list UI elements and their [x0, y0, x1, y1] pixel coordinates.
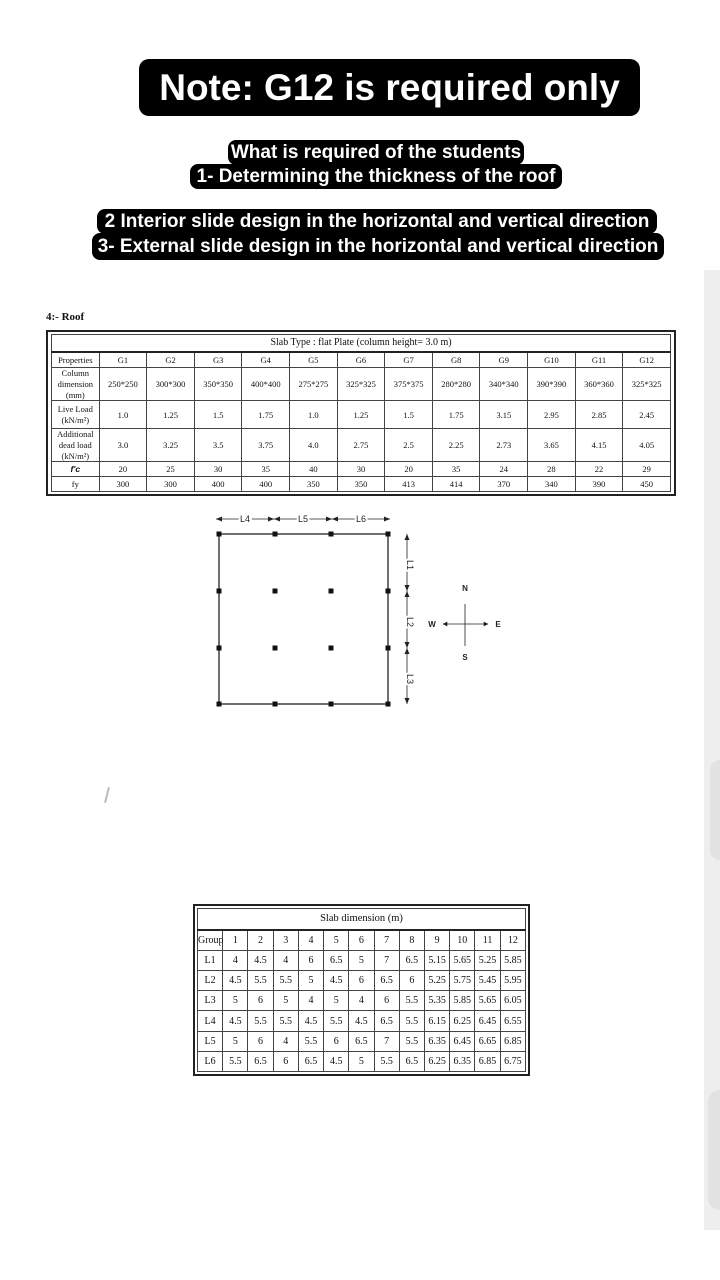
table-cell: 325*325 [337, 368, 385, 401]
table-cell: 6.15 [424, 1011, 449, 1031]
table-cell: 5.5 [399, 1011, 424, 1031]
table-cell: 1.0 [290, 401, 338, 429]
row-label: L3 [198, 991, 223, 1011]
table-cell: 1.75 [432, 401, 480, 429]
table-header-row [198, 930, 526, 951]
table-cell: 350 [337, 477, 385, 492]
group-header-cell: G5 [290, 352, 338, 367]
table-cell: 1.5 [194, 401, 242, 429]
group-header-cell: 7 [374, 930, 399, 951]
row-label: Group [198, 930, 223, 951]
table-cell: 5.5 [273, 971, 298, 991]
group-header-cell: 10 [450, 930, 475, 951]
column-marker [386, 532, 391, 537]
column-marker [273, 532, 278, 537]
table-row [198, 991, 526, 1011]
table-cell: 5.5 [399, 1031, 424, 1051]
table-cell: 25 [147, 462, 195, 477]
compass-south-label: S [462, 653, 468, 662]
table-cell: 5.5 [298, 1031, 323, 1051]
table-cell: 4.5 [349, 1011, 374, 1031]
column-marker [273, 702, 278, 707]
note-banner: Note: G12 is required only [139, 59, 640, 116]
column-marker [273, 589, 278, 594]
group-header-cell: 4 [298, 930, 323, 951]
table-cell: 370 [480, 477, 528, 492]
table-cell: 6.35 [450, 1051, 475, 1071]
compass-west-label: W [428, 620, 436, 629]
column-marker [329, 532, 334, 537]
table-cell: 400 [242, 477, 290, 492]
group-header-cell: G8 [432, 352, 480, 367]
table-cell: 6 [298, 951, 323, 971]
table-cell: 6 [273, 1051, 298, 1071]
table-cell: 340 [528, 477, 576, 492]
table-cell: 6.45 [475, 1011, 500, 1031]
group-header-cell: G10 [528, 352, 576, 367]
table-cell: 4 [273, 951, 298, 971]
compass-icon [443, 604, 488, 646]
group-header-cell: 12 [500, 930, 525, 951]
table-cell: 1.5 [385, 401, 433, 429]
group-header-cell: G2 [147, 352, 195, 367]
table-cell: 1.25 [337, 401, 385, 429]
table-cell: 24 [480, 462, 528, 477]
table-cell: 5.5 [399, 991, 424, 1011]
table-cell: 5.5 [324, 1011, 349, 1031]
table-cell: 5.85 [450, 991, 475, 1011]
row-label: Column dimension (mm) [52, 368, 100, 401]
table-cell: 6.85 [475, 1051, 500, 1071]
right-edge-shadow [704, 270, 720, 1230]
stray-mark [104, 787, 110, 803]
table-cell: 300 [99, 477, 147, 492]
table-cell: 3.5 [194, 429, 242, 462]
table-caption: Slab dimension (m) [198, 909, 526, 930]
column-marker [217, 532, 222, 537]
compass-east-label: E [495, 620, 501, 629]
table-cell: 6.5 [374, 971, 399, 991]
group-header-cell: 2 [248, 930, 273, 951]
span-label: L2 [405, 616, 415, 628]
table-cell: 5.85 [500, 951, 525, 971]
table-cell: 5.65 [450, 951, 475, 971]
table-cell: 2.25 [432, 429, 480, 462]
table-cell: 5 [324, 991, 349, 1011]
table-caption: Slab Type : flat Plate (column height= 3.0 m) [52, 335, 671, 353]
table-cell: 28 [528, 462, 576, 477]
table-cell: 6.5 [324, 951, 349, 971]
row-label: Live Load (kN/m²) [52, 401, 100, 429]
table-cell: 375*375 [385, 368, 433, 401]
table-cell: 5 [223, 1031, 248, 1051]
section-title: 4:- Roof [46, 311, 85, 323]
requirement-heading: What is required of the students [228, 140, 524, 165]
table-cell: 300*300 [147, 368, 195, 401]
group-header-cell: G4 [242, 352, 290, 367]
table-cell: 350*350 [194, 368, 242, 401]
column-marker [386, 702, 391, 707]
table-cell: 350 [290, 477, 338, 492]
column-marker [329, 646, 334, 651]
table-cell: 6.05 [500, 991, 525, 1011]
table-cell: 5 [298, 971, 323, 991]
table-cell: 40 [290, 462, 338, 477]
column-marker [386, 589, 391, 594]
table-cell: 5.5 [248, 971, 273, 991]
table-cell: 29 [623, 462, 671, 477]
table-cell: 4.5 [324, 1051, 349, 1071]
table-row [52, 401, 671, 429]
group-header-cell: 1 [223, 930, 248, 951]
table-cell: 5.95 [500, 971, 525, 991]
table-cell: 3.0 [99, 429, 147, 462]
row-label: Properties [52, 352, 100, 367]
table-cell: 30 [337, 462, 385, 477]
row-label: L5 [198, 1031, 223, 1051]
table-cell: 5.35 [424, 991, 449, 1011]
requirement-item: 2 Interior slide design in the horizontal and vertical direction [97, 209, 657, 234]
table-cell: 4.0 [290, 429, 338, 462]
table-cell: 5.5 [248, 1011, 273, 1031]
table-cell: 390*390 [528, 368, 576, 401]
table-cell: 5.5 [374, 1051, 399, 1071]
table-cell: 6.75 [500, 1051, 525, 1071]
group-header-cell: G11 [575, 352, 623, 367]
table-cell: 6.85 [500, 1031, 525, 1051]
table-row [52, 462, 671, 477]
table-cell: 35 [432, 462, 480, 477]
table-row [198, 1011, 526, 1031]
table-cell: 6 [248, 991, 273, 1011]
row-label: L6 [198, 1051, 223, 1071]
table-cell: 6.25 [450, 1011, 475, 1031]
table-cell: 3.75 [242, 429, 290, 462]
table-cell: 1.25 [147, 401, 195, 429]
table-cell: 4.5 [248, 951, 273, 971]
table-cell: 5.5 [273, 1011, 298, 1031]
table-cell: 6.5 [349, 1031, 374, 1051]
table-cell: 1.75 [242, 401, 290, 429]
table-cell: 2.85 [575, 401, 623, 429]
table-cell: 2.5 [385, 429, 433, 462]
group-header-cell: 11 [475, 930, 500, 951]
table-cell: 6.25 [424, 1051, 449, 1071]
table-cell: 250*250 [99, 368, 147, 401]
table-cell: 414 [432, 477, 480, 492]
slab-plan-diagram [200, 510, 520, 720]
table-cell: 5.25 [475, 951, 500, 971]
table-cell: 5.25 [424, 971, 449, 991]
table-cell: 4.5 [223, 1011, 248, 1031]
group-header-cell: G1 [99, 352, 147, 367]
table-row [198, 951, 526, 971]
table-cell: 6.45 [450, 1031, 475, 1051]
table-cell: 340*340 [480, 368, 528, 401]
table-cell: 3.15 [480, 401, 528, 429]
table-cell: 450 [623, 477, 671, 492]
group-header-cell: G6 [337, 352, 385, 367]
column-marker [386, 646, 391, 651]
span-label: L1 [405, 559, 415, 571]
group-header-cell: G12 [623, 352, 671, 367]
table-cell: 2.75 [337, 429, 385, 462]
span-label: L5 [297, 514, 309, 524]
group-header-cell: 8 [399, 930, 424, 951]
column-marker [329, 589, 334, 594]
table-cell: 5 [223, 991, 248, 1011]
table-cell: 4 [273, 1031, 298, 1051]
table-cell: 20 [385, 462, 433, 477]
table-cell: 4.5 [324, 971, 349, 991]
table-cell: 22 [575, 462, 623, 477]
group-header-cell: 9 [424, 930, 449, 951]
span-label: L3 [405, 673, 415, 685]
table-cell: 4.5 [298, 1011, 323, 1031]
table-cell: 5.15 [424, 951, 449, 971]
column-marker [217, 646, 222, 651]
table-cell: 390 [575, 477, 623, 492]
row-label: L2 [198, 971, 223, 991]
table-header-row [52, 352, 671, 367]
table-cell: 413 [385, 477, 433, 492]
group-header-cell: 6 [349, 930, 374, 951]
table-cell: 6.5 [248, 1051, 273, 1071]
table-row [198, 1051, 526, 1071]
table-cell: 360*360 [575, 368, 623, 401]
group-header-cell: G3 [194, 352, 242, 367]
span-label: L6 [355, 514, 367, 524]
row-label: L4 [198, 1011, 223, 1031]
right-edge-shadow [710, 760, 720, 860]
table-cell: 400*400 [242, 368, 290, 401]
table-cell: 6.35 [424, 1031, 449, 1051]
table-cell: 5 [273, 991, 298, 1011]
row-label: fy [52, 477, 100, 492]
table-cell: 6 [374, 991, 399, 1011]
column-marker [329, 702, 334, 707]
table-cell: 4 [223, 951, 248, 971]
table-cell: 3.25 [147, 429, 195, 462]
table-cell: 6.5 [298, 1051, 323, 1071]
table-cell: 6 [399, 971, 424, 991]
row-label: Additional dead load (kN/m²) [52, 429, 100, 462]
table-cell: 5 [349, 951, 374, 971]
table-cell: 400 [194, 477, 242, 492]
table-cell: 6 [248, 1031, 273, 1051]
table-row [52, 368, 671, 401]
table-cell: 300 [147, 477, 195, 492]
group-header-cell: 5 [324, 930, 349, 951]
group-header-cell: 3 [273, 930, 298, 951]
table-cell: 2.45 [623, 401, 671, 429]
table-cell: 2.95 [528, 401, 576, 429]
table-cell: 20 [99, 462, 147, 477]
table-cell: 6.5 [399, 951, 424, 971]
table-cell: 280*280 [432, 368, 480, 401]
row-label: L1 [198, 951, 223, 971]
right-edge-shadow [708, 1090, 720, 1210]
table-cell: 5.5 [223, 1051, 248, 1071]
table-cell: 30 [194, 462, 242, 477]
table-cell: 6.65 [475, 1031, 500, 1051]
table-cell: 2.73 [480, 429, 528, 462]
table-cell: 6 [349, 971, 374, 991]
table-row [52, 477, 671, 492]
table-row [52, 429, 671, 462]
table-cell: 275*275 [290, 368, 338, 401]
requirement-item: 1- Determining the thickness of the roof [190, 164, 562, 189]
group-header-cell: G9 [480, 352, 528, 367]
table-cell: 6.5 [399, 1051, 424, 1071]
table-cell: 7 [374, 951, 399, 971]
table-row [198, 971, 526, 991]
column-grid [217, 532, 391, 707]
table-cell: 5.75 [450, 971, 475, 991]
table-cell: 6.5 [374, 1011, 399, 1031]
column-marker [217, 702, 222, 707]
table-cell: 35 [242, 462, 290, 477]
compass-north-label: N [462, 584, 468, 593]
table-cell: 4.5 [223, 971, 248, 991]
group-header-cell: G7 [385, 352, 433, 367]
slab-dimension-table [193, 904, 530, 1076]
span-label: L4 [239, 514, 251, 524]
slab-outline [219, 534, 388, 704]
table-cell: 3.65 [528, 429, 576, 462]
column-marker [273, 646, 278, 651]
table-cell: 5.45 [475, 971, 500, 991]
table-cell: 6.55 [500, 1011, 525, 1031]
table-cell: 4.15 [575, 429, 623, 462]
table-cell: 1.0 [99, 401, 147, 429]
table-cell: 7 [374, 1031, 399, 1051]
properties-table [46, 330, 676, 496]
table-cell: 5.65 [475, 991, 500, 1011]
table-cell: 4 [298, 991, 323, 1011]
requirement-item: 3- External slide design in the horizontal and vertical direction [92, 233, 664, 260]
column-marker [217, 589, 222, 594]
table-cell: 6 [324, 1031, 349, 1051]
table-cell: 5 [349, 1051, 374, 1071]
table-cell: 4 [349, 991, 374, 1011]
row-label: f'c [52, 462, 100, 477]
table-cell: 325*325 [623, 368, 671, 401]
table-cell: 4.05 [623, 429, 671, 462]
table-row [198, 1031, 526, 1051]
